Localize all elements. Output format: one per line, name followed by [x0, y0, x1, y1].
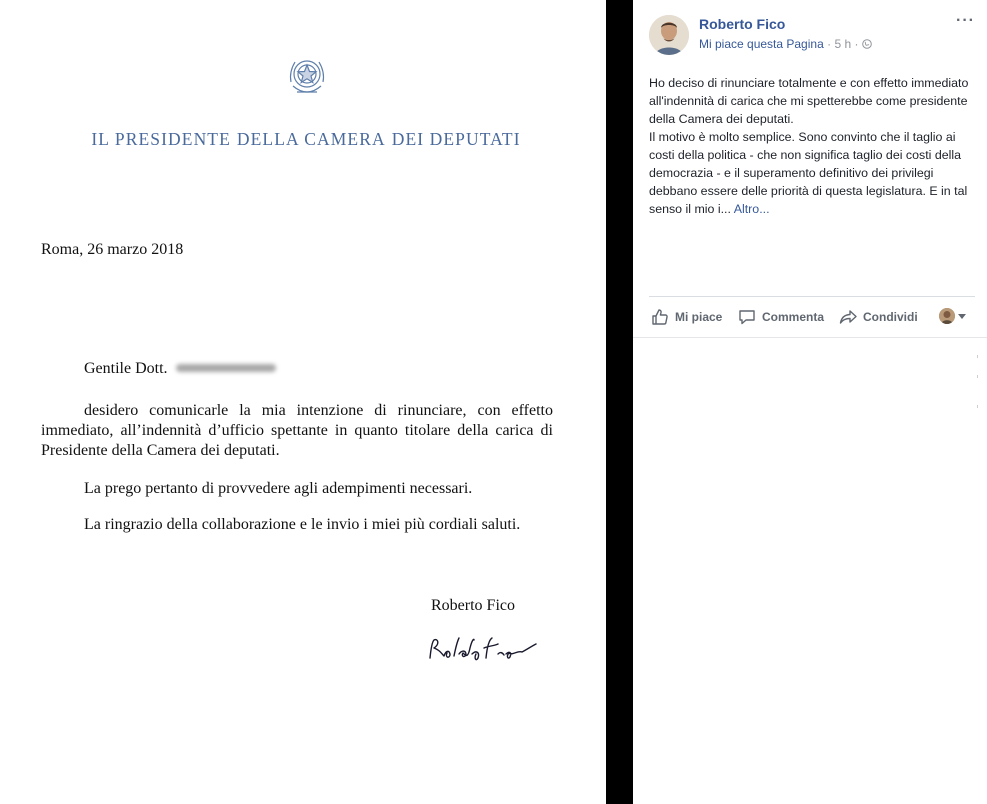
post-paragraph-text: Il motivo è molto semplice. Sono convinto che il taglio ai costi della politica - che non significa taglio dei costi della democrazia - e il superamento definitivo dei privilegi debbano essere delle priorità di questa legislatura. E in tal senso il mio i...: [649, 130, 968, 216]
letter-closing-request: La prego pertanto di provvedere agli adempimenti necessari.: [84, 480, 473, 497]
blurred-recipient-name: [176, 364, 276, 372]
scroll-marker: [977, 405, 978, 408]
black-divider: [606, 0, 633, 804]
like-label: Mi piace: [675, 310, 723, 324]
thumbs-up-icon: [651, 308, 669, 326]
caret-down-icon: [958, 314, 966, 319]
letter-date: Roma, 26 marzo 2018: [41, 241, 184, 258]
post-timestamp[interactable]: 5 h: [834, 37, 852, 51]
letterhead-part: DEI DEPUTATI: [391, 129, 521, 149]
post-action-bar: [649, 304, 979, 332]
facebook-post: [633, 0, 987, 804]
post-author-name[interactable]: Roberto Fico: [699, 16, 786, 32]
letterhead-part: IL PRESIDENTE: [91, 129, 231, 149]
action-separator: [649, 296, 975, 297]
signer-name: Roberto Fico: [431, 597, 515, 614]
post-paragraph: [649, 128, 975, 218]
share-arrow-icon: [839, 308, 857, 326]
handwritten-signature: [426, 628, 538, 668]
page-avatar-icon: [939, 308, 955, 324]
scroll-marker: [977, 375, 978, 378]
share-button[interactable]: [839, 308, 918, 326]
author-avatar[interactable]: [649, 15, 689, 55]
comment-bubble-icon: [738, 308, 756, 326]
letter-closing-greeting: La ringrazio della collaborazione e le invio i miei più cordiali saluti.: [84, 516, 521, 533]
scroll-marker: [977, 355, 978, 358]
see-more-link[interactable]: Altro...: [733, 202, 770, 216]
salutation: [84, 360, 276, 378]
salutation-text: Gentile Dott.: [84, 360, 168, 377]
like-button[interactable]: [651, 308, 722, 326]
italian-emblem-icon: [285, 52, 329, 100]
person-avatar-icon: [649, 15, 689, 55]
comment-button[interactable]: [738, 308, 824, 326]
post-bottom-border: [633, 337, 987, 338]
meta-separator: ·: [854, 37, 859, 51]
post-text: [649, 74, 975, 218]
letterhead: [0, 129, 606, 150]
letter-body: desidero comunicarle la mia intenzione di rinunciare, con effetto immediato, all’indennità d’ufficio spettante in quanto titolare della carica di Presidente della Camera dei deputati.: [41, 402, 553, 459]
comment-label: Commenta: [762, 310, 825, 324]
globe-icon: [862, 39, 872, 49]
more-options-button[interactable]: ···: [956, 12, 975, 29]
post-meta: [699, 37, 872, 51]
post-as-selector[interactable]: [939, 308, 966, 324]
share-label: Condividi: [863, 310, 918, 324]
meta-separator: ·: [827, 37, 832, 51]
letterhead-part: DELLA CAMERA: [236, 129, 386, 149]
like-page-link[interactable]: Mi piace questa Pagina: [699, 37, 824, 51]
post-paragraph: Ho deciso di rinunciare totalmente e con effetto immediato all'indennità di carica che mi spetterebbe come presidente della Camera dei deputati.: [649, 76, 969, 126]
